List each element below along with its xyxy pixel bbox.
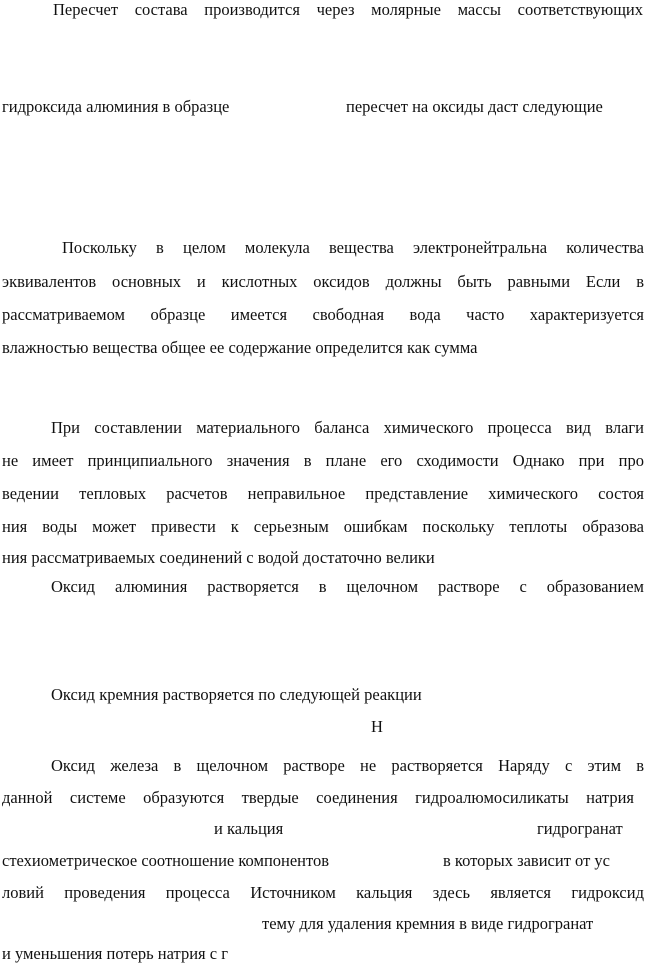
text-line-1: Пересчет состава производится через молярные массы соответствующих bbox=[53, 0, 643, 19]
text-line-20: и уменьшения потерь натрия с г bbox=[2, 944, 228, 963]
text-line-10: ния воды может привести к серьезным ошибкам поскольку теплоты образова bbox=[2, 517, 644, 536]
text-line-18: ловий проведения процесса Источником кальция здесь является гидроксид bbox=[2, 883, 644, 902]
text-line-12: Оксид алюминия растворяется в щелочном растворе с образованием bbox=[51, 577, 644, 596]
text-formula-h: Н bbox=[371, 717, 383, 736]
text-line-17b: в которых зависит от ус bbox=[443, 851, 610, 870]
text-line-2b: пересчет на оксиды даст следующие bbox=[346, 97, 603, 116]
text-line-2a: гидроксида алюминия в образце bbox=[2, 97, 230, 116]
text-line-9: ведении тепловых расчетов неправильное представление химического состоя bbox=[2, 484, 644, 503]
text-line-19: тему для удаления кремния в виде гидрогранат bbox=[262, 914, 594, 933]
text-line-13: Оксид кремния растворяется по следующей реакции bbox=[51, 685, 422, 704]
text-line-15: данной системе образуются твердые соединения гидроалюмосиликаты натрия bbox=[2, 788, 634, 807]
text-line-17a: стехиометрическое соотношение компонентов bbox=[2, 851, 330, 870]
text-line-11: ния рассматриваемых соединений с водой достаточно велики bbox=[2, 548, 435, 567]
text-line-16a: и кальция bbox=[214, 819, 284, 838]
text-line-3: Поскольку в целом молекула вещества электронейтральна количества bbox=[62, 238, 644, 257]
text-line-6: влажностью вещества общее ее содержание определится как сумма bbox=[2, 338, 478, 357]
text-line-7: При составлении материального баланса химического процесса вид влаги bbox=[51, 418, 644, 437]
text-line-4: эквивалентов основных и кислотных оксидов должны быть равными Если в bbox=[2, 272, 644, 291]
text-line-14: Оксид железа в щелочном растворе не растворяется Наряду с этим в bbox=[51, 756, 644, 775]
text-line-16b: гидрогранат bbox=[537, 819, 623, 838]
text-line-8: не имеет принципиального значения в плане его сходимости Однако при про bbox=[2, 451, 644, 470]
text-line-5: рассматриваемом образце имеется свободная вода часто характеризуется bbox=[2, 305, 644, 324]
